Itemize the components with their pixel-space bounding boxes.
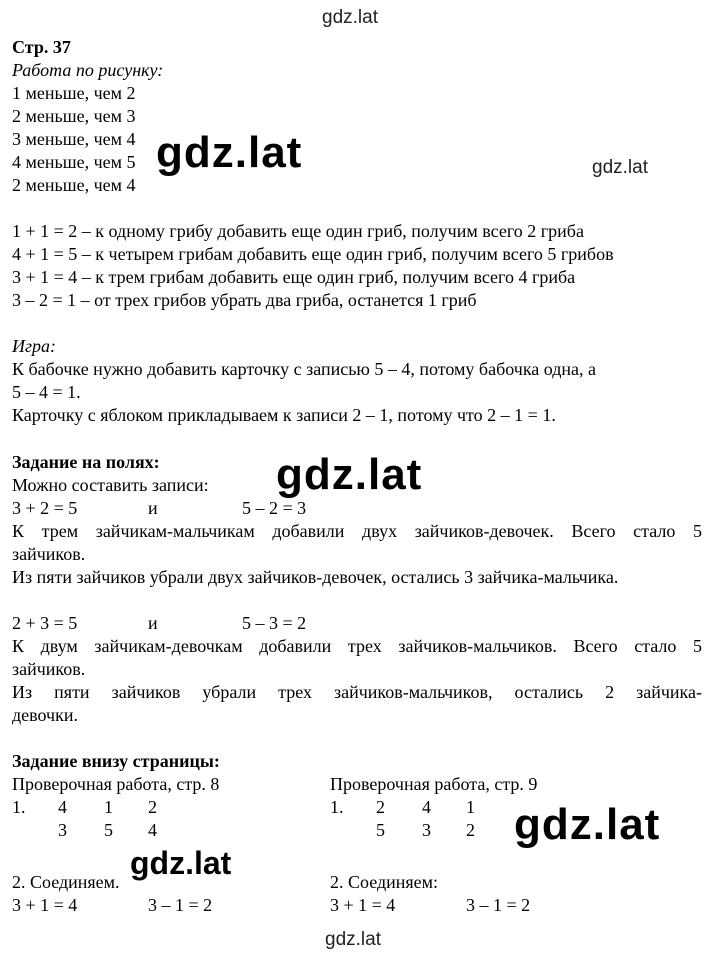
test-right-eq: 3 + 1 = 4 bbox=[330, 895, 396, 915]
margin-task-heading: Задание на полях: bbox=[12, 452, 160, 472]
test-left-eq: 3 – 1 = 2 bbox=[148, 895, 213, 915]
watermark-bottom: gdz.lat bbox=[325, 929, 381, 950]
margin-task-line: зайчиков. bbox=[12, 659, 86, 679]
pair1-right: 5 – 2 = 3 bbox=[242, 498, 307, 518]
test-right-title: Проверочная работа, стр. 9 bbox=[330, 774, 538, 794]
picture-line: 2 меньше, чем 3 bbox=[12, 106, 136, 126]
pair2-left: 2 + 3 = 5 bbox=[12, 613, 78, 633]
watermark-big-3: gdz.lat bbox=[514, 800, 661, 849]
test-left-cell: 1 bbox=[104, 797, 113, 817]
equation-line: 1 + 1 = 2 – к одному грибу добавить еще один гриб, получим всего 2 гриба bbox=[12, 221, 584, 241]
margin-task-line: зайчиков. bbox=[12, 544, 86, 564]
bottom-task-heading: Задание внизу страницы: bbox=[12, 751, 220, 771]
margin-task-line: Из пяти зайчиков убрали трех зайчиков-мальчиков, остались 2 зайчика- bbox=[12, 682, 702, 702]
test-right-cell: 5 bbox=[376, 820, 385, 840]
picture-line: 4 меньше, чем 5 bbox=[12, 152, 136, 172]
pair1-left: 3 + 2 = 5 bbox=[12, 498, 78, 518]
test-right-cell: 2 bbox=[376, 797, 385, 817]
test-left-num: 1. bbox=[12, 797, 26, 817]
test-right-cell: 4 bbox=[422, 797, 431, 817]
test-left-eq: 3 + 1 = 4 bbox=[12, 895, 78, 915]
game-line: К бабочке нужно добавить карточку с записью 5 – 4, потому бабочка одна, а bbox=[12, 359, 597, 379]
margin-task-line: К трем зайчикам-мальчикам добавили двух зайчиков-девочек. Всего стало 5 bbox=[12, 521, 702, 541]
margin-task-intro: Можно составить записи: bbox=[12, 475, 209, 495]
test-right-eq: 3 – 1 = 2 bbox=[466, 895, 531, 915]
watermark-big-2: gdz.lat bbox=[276, 450, 423, 499]
equation-line: 4 + 1 = 5 – к четырем грибам добавить еще один гриб, получим всего 5 грибов bbox=[12, 244, 614, 264]
picture-line: 2 меньше, чем 4 bbox=[12, 175, 136, 195]
picture-line: 3 меньше, чем 4 bbox=[12, 129, 136, 149]
test-left-connect: 2. Соединяем. bbox=[12, 872, 120, 892]
equation-line: 3 – 2 = 1 – от трех грибов убрать два гриба, останется 1 гриб bbox=[12, 290, 477, 310]
test-right-connect: 2. Соединяем: bbox=[330, 872, 439, 892]
watermark-big-1: gdz.lat bbox=[156, 128, 303, 177]
test-left-cell: 5 bbox=[104, 820, 113, 840]
test-right-cell: 1 bbox=[466, 797, 475, 817]
game-heading: Игра: bbox=[12, 336, 57, 356]
test-left-cell: 4 bbox=[148, 820, 157, 840]
test-left-cell: 3 bbox=[58, 820, 67, 840]
test-left-cell: 4 bbox=[58, 797, 67, 817]
watermark-top: gdz.lat bbox=[322, 7, 378, 28]
margin-task-line: девочки. bbox=[12, 705, 78, 725]
watermark-mid: gdz.lat bbox=[130, 845, 232, 881]
margin-task-line: К двум зайчикам-девочкам добавили трех зайчиков-мальчиков. Всего стало 5 bbox=[12, 636, 702, 656]
picture-heading: Работа по рисунку: bbox=[12, 60, 164, 80]
picture-line: 1 меньше, чем 2 bbox=[12, 83, 136, 103]
test-left-title: Проверочная работа, стр. 8 bbox=[12, 774, 220, 794]
watermark-right: gdz.lat bbox=[592, 157, 648, 178]
pair2-and: и bbox=[148, 613, 158, 633]
pair1-and: и bbox=[148, 498, 158, 518]
test-right-cell: 3 bbox=[422, 820, 431, 840]
pair2-right: 5 – 3 = 2 bbox=[242, 613, 307, 633]
equation-line: 3 + 1 = 4 – к трем грибам добавить еще один гриб, получим всего 4 гриба bbox=[12, 267, 576, 287]
page-title: Стр. 37 bbox=[12, 37, 71, 57]
game-line: 5 – 4 = 1. bbox=[12, 382, 81, 402]
test-right-cell: 2 bbox=[466, 820, 475, 840]
test-right-num: 1. bbox=[330, 797, 344, 817]
game-line: Карточку с яблоком прикладываем к записи 2 – 1, потому что 2 – 1 = 1. bbox=[12, 405, 556, 425]
margin-task-line: Из пяти зайчиков убрали двух зайчиков-девочек, остались 3 зайчика-мальчика. bbox=[12, 567, 619, 587]
test-left-cell: 2 bbox=[148, 797, 157, 817]
